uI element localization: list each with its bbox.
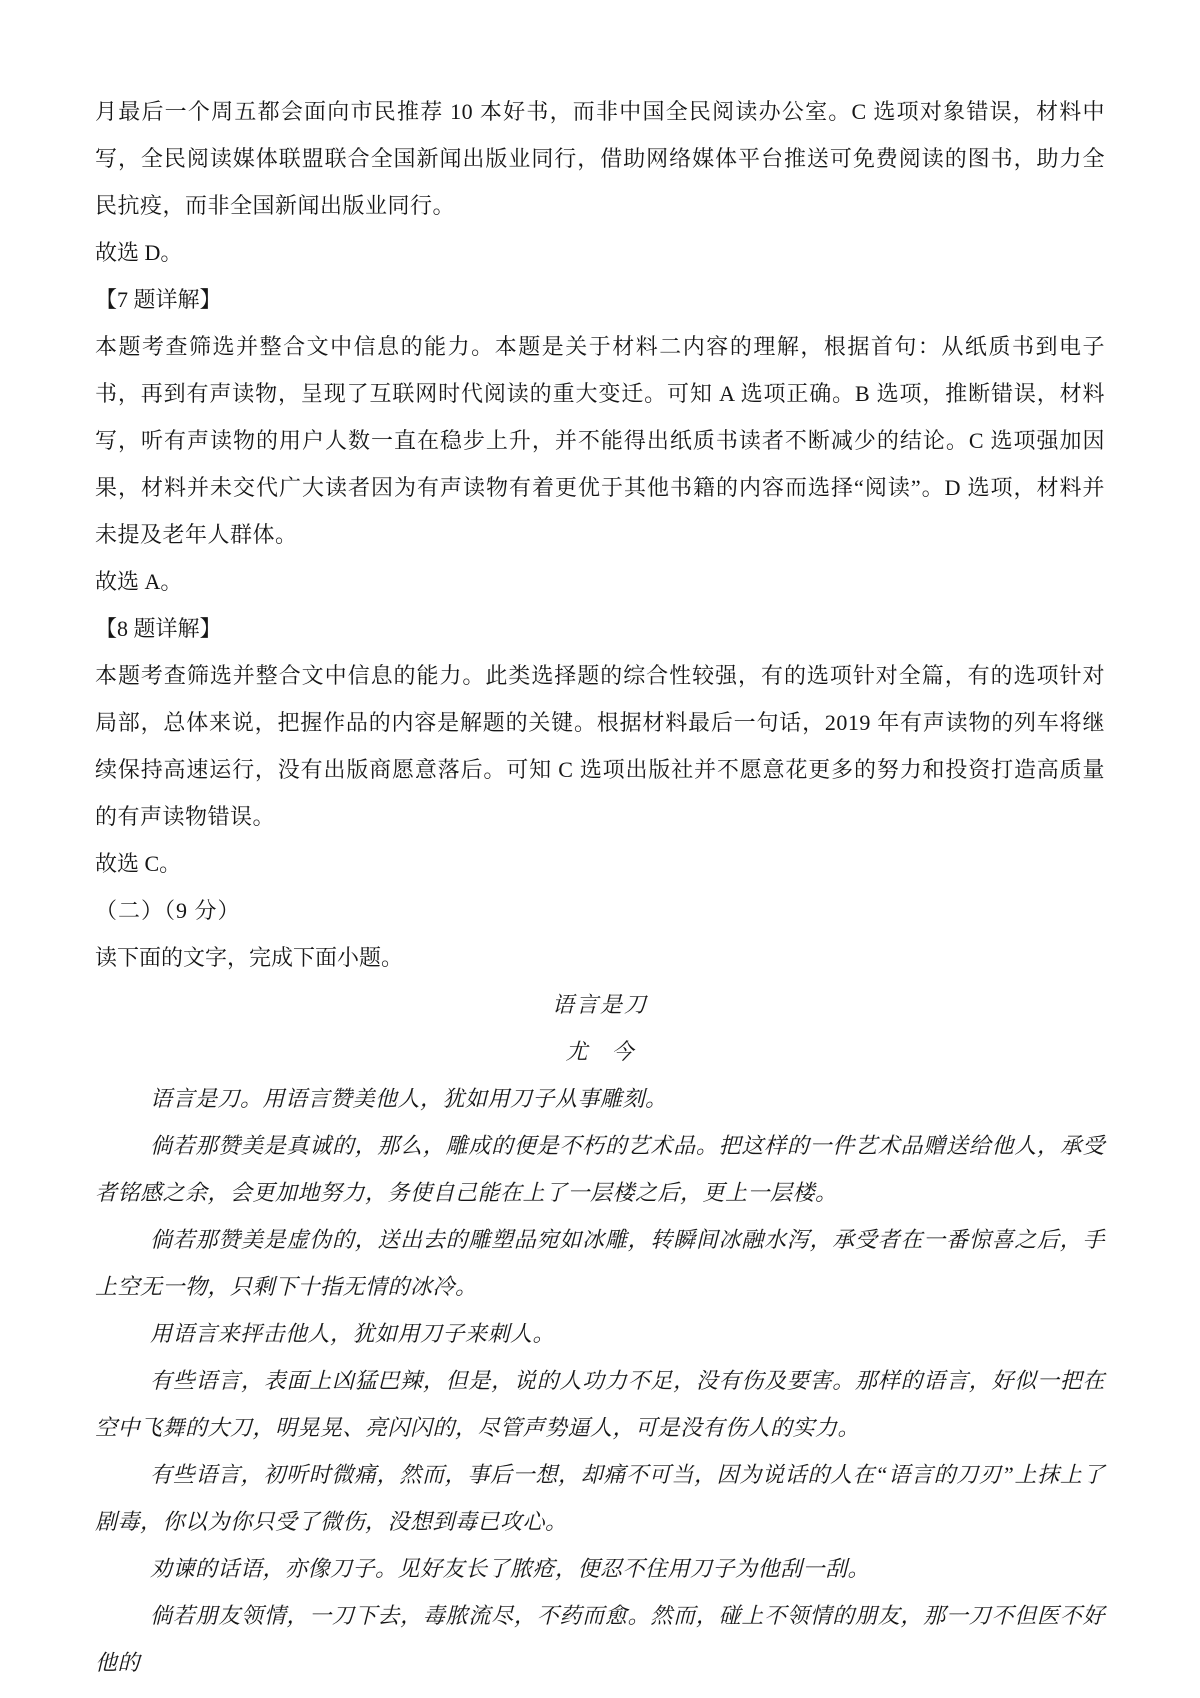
essay-title: 语言是刀	[551, 992, 648, 1017]
q6-answer: 故选 D。	[95, 240, 183, 265]
essay-paragraph-6: 有些语言，初听时微痛，然而，事后一想，却痛不可当，因为说话的人在“语言的刀刃”上抹上了剧毒，你以为你只受了微伤，没想到毒已攻心。	[95, 1462, 1105, 1534]
q8-heading: 【8 题详解】	[95, 616, 222, 641]
essay-paragraph-2: 倘若那赞美是真诚的，那么，雕成的便是不朽的艺术品。把这样的一件艺术品赠送给他人，承受者铭感之余，会更加地努力，务使自己能在上了一层楼之后，更上一层楼。	[95, 1133, 1105, 1205]
essay-paragraph-8: 倘若朋友领情，一刀下去，毒脓流尽，不药而愈。然而，碰上不领情的朋友，那一刀不但医不好他的	[95, 1603, 1105, 1675]
q6-analysis-continuation: 月最后一个周五都会面向市民推荐 10 本好书，而非中国全民阅读办公室。C 选项对象错误，材料中写，全民阅读媒体联盟联合全国新闻出版业同行，借助网络媒体平台推送可免费阅读的图书，助力全民抗疫，而非全国新闻出版业同行。	[95, 99, 1105, 218]
q7-heading: 【7 题详解】	[95, 287, 222, 312]
essay-paragraph-1: 语言是刀。用语言赞美他人，犹如用刀子从事雕刻。	[150, 1086, 668, 1111]
q7-answer: 故选 A。	[95, 569, 183, 594]
essay-paragraph-5: 有些语言，表面上凶猛巴辣，但是，说的人功力不足，没有伤及要害。那样的语言，好似一把在空中飞舞的大刀，明晃晃、亮闪闪的，尽管声势逼人，可是没有伤人的实力。	[95, 1368, 1105, 1440]
section-two-intro: 读下面的文字，完成下面小题。	[95, 945, 404, 970]
essay-author: 尤 今	[565, 1039, 635, 1064]
essay-paragraph-3: 倘若那赞美是虚伪的，送出去的雕塑品宛如冰雕，转瞬间冰融水泻，承受者在一番惊喜之后，手上空无一物，只剩下十指无情的冰冷。	[95, 1227, 1105, 1299]
q7-analysis: 本题考查筛选并整合文中信息的能力。本题是关于材料二内容的理解，根据首句：从纸质书到电子书，再到有声读物，呈现了互联网时代阅读的重大变迁。可知 A 选项正确。B 选项，推断错误，材料写，听有声读物的用户人数一直在稳步上升，并不能得出纸质书读者不断减少的结论。C 选项强加因果，材料并未交代广大读者因为有声读物有着更优于其他书籍的内容而选择“阅读”。D 选项，材料并未提及老年人群体。	[95, 334, 1105, 547]
essay-paragraph-4: 用语言来抨击他人，犹如用刀子来刺人。	[150, 1321, 556, 1346]
q8-answer: 故选 C。	[95, 851, 182, 876]
essay-paragraph-7: 劝谏的话语，亦像刀子。见好友长了脓疮，便忍不住用刀子为他刮一刮。	[150, 1556, 871, 1581]
q8-analysis: 本题考查筛选并整合文中信息的能力。此类选择题的综合性较强，有的选项针对全篇，有的选项针对局部，总体来说，把握作品的内容是解题的关键。根据材料最后一句话，2019 年有声读物的列车将继续保持高速运行，没有出版商愿意落后。可知 C 选项出版社并不愿意花更多的努力和投资打造高质量的有声读物错误。	[95, 663, 1105, 829]
section-two-heading: （二）（9 分）	[95, 898, 241, 923]
